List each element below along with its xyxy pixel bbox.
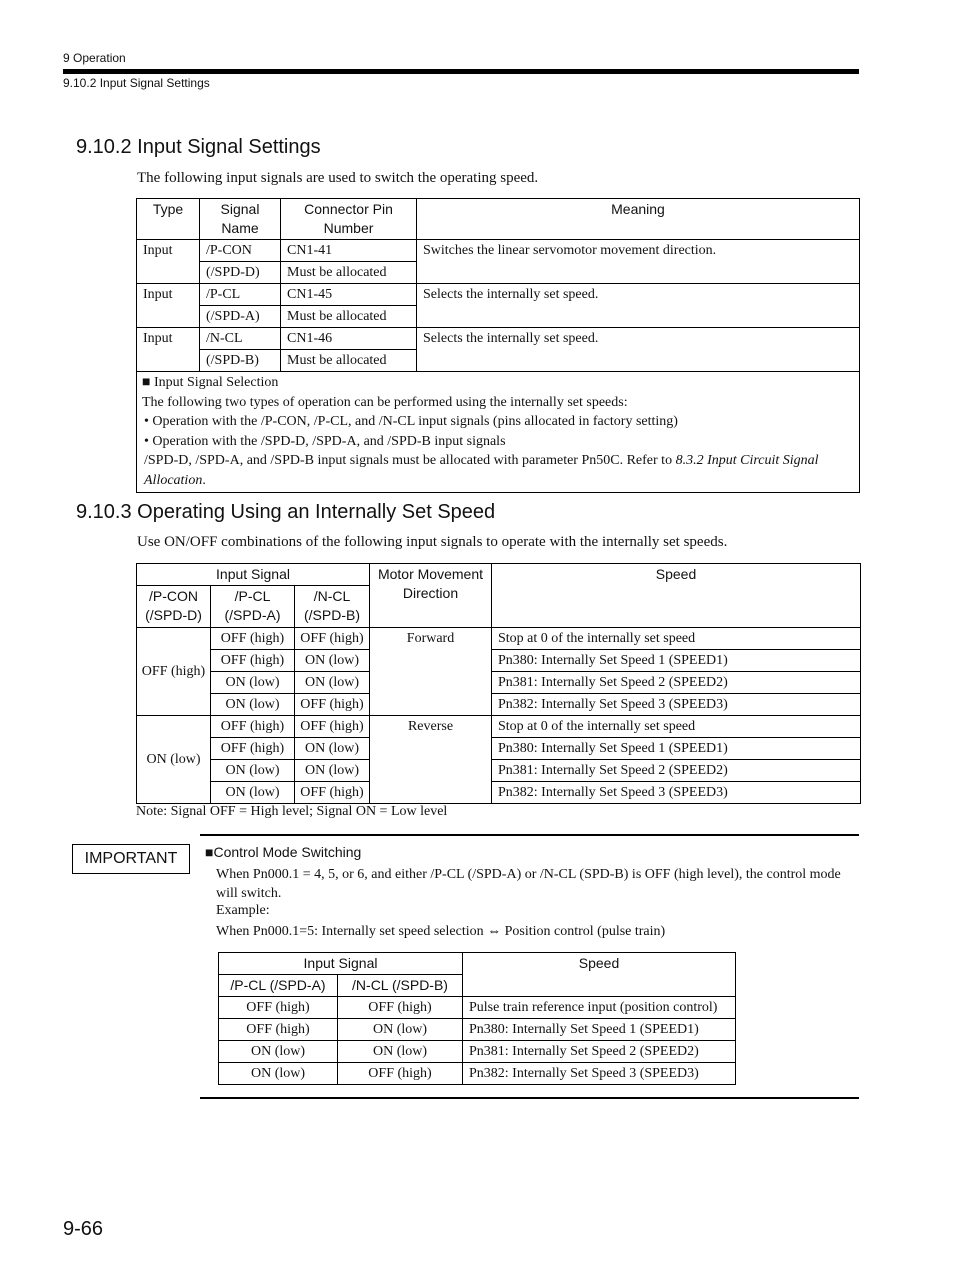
- col-header-ncl: /N-CL (/SPD-B): [338, 975, 463, 997]
- table-cell-ncl: ON (low): [295, 738, 370, 760]
- col-header-pcl: /P-CL (/SPD-A): [219, 975, 338, 997]
- table-cell-speed: Pn381: Internally Set Speed 2 (SPEED2): [492, 760, 861, 782]
- col-header-speed: Speed: [492, 564, 861, 628]
- table-cell-pin: Must be allocated: [281, 262, 417, 284]
- important-top-rule: [200, 834, 859, 836]
- table-cell-signal: /P-CON: [200, 240, 281, 262]
- input-signal-selection-note: [137, 372, 860, 493]
- important-body: When Pn000.1 = 4, 5, or 6, and either /P-CL (/SPD-A) or /N-CL (SPD-B) is OFF (high level), the control mode will switch.: [216, 867, 841, 901]
- table-cell-direction: Reverse: [370, 716, 492, 804]
- table-cell-speed: Pn382: Internally Set Speed 3 (SPEED3): [463, 1063, 736, 1085]
- table-cell-type: Input: [137, 284, 200, 328]
- cross-reference-link[interactable]: 8.3.2 Input Circuit Signal Allocation: [144, 453, 819, 488]
- table-cell-signal: /P-CL: [200, 284, 281, 306]
- note-heading: ■ Input Signal Selection: [142, 375, 279, 390]
- signal-level-note: Note: Signal OFF = High level; Signal ON = Low level: [136, 804, 448, 819]
- table-cell-ncl: ON (low): [338, 1019, 463, 1041]
- table-cell-speed: Pn382: Internally Set Speed 3 (SPEED3): [492, 694, 861, 716]
- section-intro-9-10-3: Use ON/OFF combinations of the following input signals to operate with the internally set speeds.: [137, 534, 728, 550]
- table-cell-pcon: ON (low): [137, 716, 211, 804]
- control-mode-switching-table: [218, 952, 736, 1085]
- note-text-end: .: [202, 472, 206, 488]
- col-header-type: Type: [137, 199, 200, 240]
- col-header-direction: Motor Movement Direction: [370, 564, 492, 628]
- col-header-pcon: /P-CON (/SPD-D): [137, 586, 211, 628]
- table-cell-pin: Must be allocated: [281, 350, 417, 372]
- col-header-pcl: /P-CL (/SPD-A): [211, 586, 295, 628]
- col-header-ncl: /N-CL (/SPD-B): [295, 586, 370, 628]
- col-header-speed: Speed: [463, 953, 736, 997]
- table-cell-speed: Stop at 0 of the internally set speed: [492, 628, 861, 650]
- note-bullet: • Operation with the /P-CON, /P-CL, and /N-CL input signals (pins allocated in factory setting): [144, 414, 678, 429]
- table-cell-ncl: OFF (high): [295, 628, 370, 650]
- table-cell-pin: CN1-41: [281, 240, 417, 262]
- table-cell-type: Input: [137, 328, 200, 372]
- note-bullet: • Operation with the /SPD-D, /SPD-A, and /SPD-B input signals: [144, 433, 506, 449]
- col-header-input-signal: Input Signal: [137, 564, 370, 586]
- internal-speed-table: [136, 563, 861, 804]
- important-label: IMPORTANT: [72, 844, 190, 874]
- table-cell-signal: (/SPD-A): [200, 306, 281, 328]
- table-cell-pcl: ON (low): [219, 1041, 338, 1063]
- section-intro-9-10-2: The following input signals are used to switch the operating speed.: [137, 170, 539, 186]
- table-cell-ncl: ON (low): [295, 760, 370, 782]
- important-bottom-rule: [200, 1097, 859, 1099]
- table-cell-pcl: OFF (high): [219, 997, 338, 1019]
- note-text: /SPD-D, /SPD-A, and /SPD-B input signals must be allocated with parameter Pn50C. Refer to: [144, 453, 676, 468]
- table-cell-ncl: OFF (high): [295, 716, 370, 738]
- table-cell-ncl: OFF (high): [338, 997, 463, 1019]
- table-cell-pin: CN1-45: [281, 284, 417, 306]
- note-allocation-line: [142, 451, 854, 490]
- important-example-label: Example:: [216, 903, 270, 918]
- table-cell-pcl: OFF (high): [211, 738, 295, 760]
- table-cell-type: Input: [137, 240, 200, 284]
- table-cell-ncl: OFF (high): [338, 1063, 463, 1085]
- important-example: When Pn000.1=5: Internally set speed selection ⇔ Position control (pulse train): [216, 924, 666, 939]
- table-cell-ncl: ON (low): [338, 1041, 463, 1063]
- table-cell-meaning: Selects the internally set speed.: [417, 328, 860, 372]
- table-cell-pcl: ON (low): [211, 760, 295, 782]
- table-cell-pcl: OFF (high): [211, 628, 295, 650]
- table-cell-pcl: ON (low): [211, 694, 295, 716]
- table-cell-pcl: OFF (high): [211, 716, 295, 738]
- table-cell-ncl: ON (low): [295, 672, 370, 694]
- table-cell-speed: Stop at 0 of the internally set speed: [492, 716, 861, 738]
- table-cell-pcl: OFF (high): [219, 1019, 338, 1041]
- table-cell-signal: (/SPD-B): [200, 350, 281, 372]
- table-cell-meaning: Selects the internally set speed.: [417, 284, 860, 328]
- running-header-section: 9.10.2 Input Signal Settings: [63, 76, 210, 90]
- table-cell-speed: Pn380: Internally Set Speed 1 (SPEED1): [463, 1019, 736, 1041]
- table-cell-speed: Pn381: Internally Set Speed 2 (SPEED2): [463, 1041, 736, 1063]
- table-cell-pcl: OFF (high): [211, 650, 295, 672]
- table-cell-ncl: ON (low): [295, 650, 370, 672]
- table-cell-signal: /N-CL: [200, 328, 281, 350]
- table-cell-ncl: OFF (high): [295, 782, 370, 804]
- table-cell-pin: CN1-46: [281, 328, 417, 350]
- table-cell-signal: (/SPD-D): [200, 262, 281, 284]
- section-title-9-10-2: 9.10.2 Input Signal Settings: [76, 136, 321, 158]
- important-heading: ■Control Mode Switching: [205, 844, 362, 860]
- table-cell-pin: Must be allocated: [281, 306, 417, 328]
- page-number: 9-66: [63, 1218, 104, 1240]
- note-line: The following two types of operation can be performed using the internally set speeds:: [142, 394, 628, 410]
- col-header-input-signal: Input Signal: [219, 953, 463, 975]
- table-cell-meaning: Switches the linear servomotor movement direction.: [417, 240, 860, 284]
- table-cell-speed: Pn380: Internally Set Speed 1 (SPEED1): [492, 650, 861, 672]
- table-cell-pcl: ON (low): [211, 672, 295, 694]
- section-title-9-10-3: 9.10.3 Operating Using an Internally Set Speed: [76, 501, 496, 523]
- table-cell-pcl: ON (low): [219, 1063, 338, 1085]
- col-header-signal-name: Signal Name: [200, 199, 281, 240]
- table-cell-speed: Pulse train reference input (position control): [463, 997, 736, 1019]
- table-cell-pcon: OFF (high): [137, 628, 211, 716]
- running-header-chapter: 9 Operation: [63, 51, 126, 65]
- input-signal-table: [136, 198, 860, 493]
- table-cell-speed: Pn381: Internally Set Speed 2 (SPEED2): [492, 672, 861, 694]
- table-cell-speed: Pn382: Internally Set Speed 3 (SPEED3): [492, 782, 861, 804]
- col-header-connector-pin: Connector Pin Number: [281, 199, 417, 240]
- table-cell-speed: Pn380: Internally Set Speed 1 (SPEED1): [492, 738, 861, 760]
- header-rule: [63, 69, 859, 74]
- table-cell-ncl: OFF (high): [295, 694, 370, 716]
- col-header-meaning: Meaning: [417, 199, 860, 240]
- table-cell-pcl: ON (low): [211, 782, 295, 804]
- table-cell-direction: Forward: [370, 628, 492, 716]
